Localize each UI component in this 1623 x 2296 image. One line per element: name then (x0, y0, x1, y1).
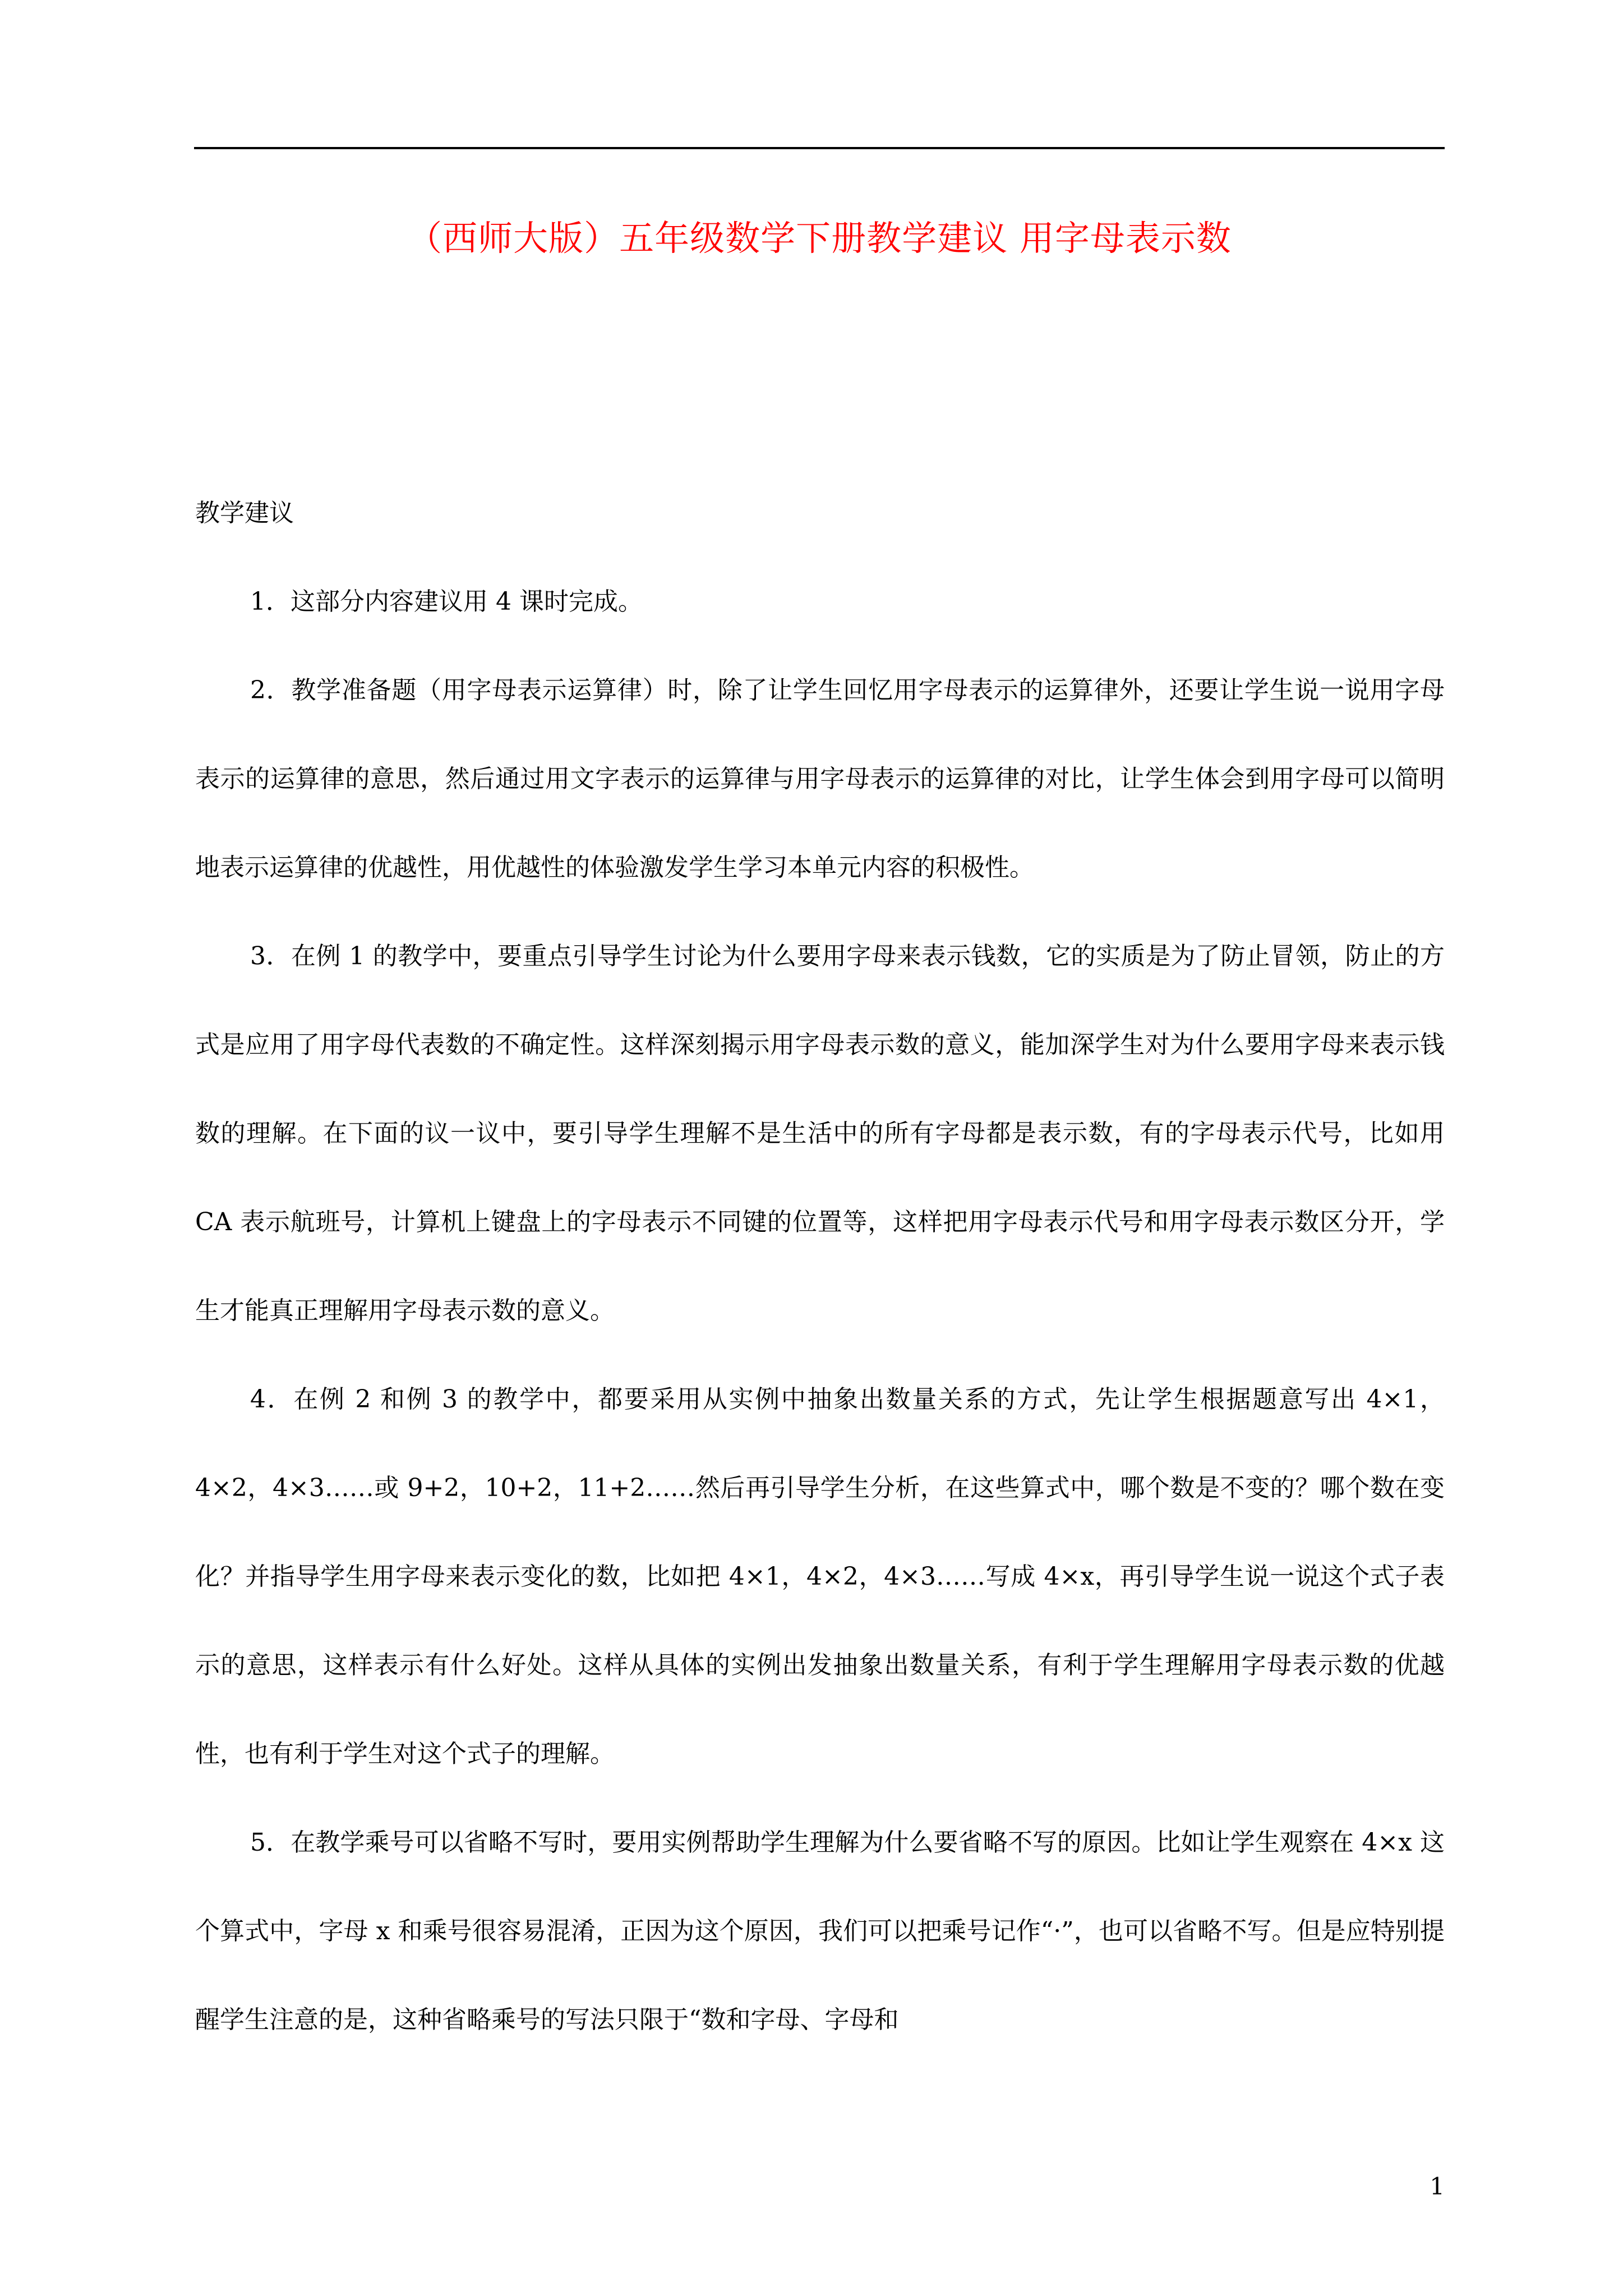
paragraph-5: 5．在教学乘号可以省略不写时，要用实例帮助学生理解为什么要省略不写的原因。比如让学生观察在 4×x 这个算式中，字母 x 和乘号很容易混淆，正因为这个原因，我们可以把乘号记作“·”，也可以省略不写。但是应特别提醒学生注意的是，这种省略乘号的写法只限于“数和字母、字母和 (195, 1828, 1445, 2034)
paragraph-4: 4．在例 2 和例 3 的教学中，都要采用从实例中抽象出数量关系的方式，先让学生根据题意写出 4×1，4×2，4×3……或 9+2，10+2，11+2……然后再引导学生分析，在这些算式中，哪个数是不变的？哪个数在变化？并指导学生用字母来表示变化的数，比如把 4×1，4×2，4×3……写成 4×x，再引导学生说一说这个式子表示的意思，这样表示有什么好处。这样从具体的实例出发抽象出数量关系，有利于学生理解用字母表示数的优越性，也有利于学生对这个式子的理解。 (195, 1385, 1445, 1768)
paragraph-2: 2．教学准备题（用字母表示运算律）时，除了让学生回忆用字母表示的运算律外，还要让学生说一说用字母表示的运算律的意思，然后通过用文字表示的运算律与用字母表示的运算律的对比，让学生体会到用字母可以简明地表示运算律的优越性，用优越性的体验激发学生学习本单元内容的积极性。 (195, 676, 1445, 882)
section-heading: 教学建议 (195, 499, 294, 527)
document-body (195, 469, 1445, 2064)
document-title: （西师大版）五年级数学下册教学建议 用字母表示数 (407, 218, 1232, 259)
header-rule (194, 147, 1445, 149)
page-number: 1 (1430, 2173, 1445, 2200)
paragraph-3: 3．在例 1 的教学中，要重点引导学生讨论为什么要用字母来表示钱数，它的实质是为了防止冒领，防止的方式是应用了用字母代表数的不确定性。这样深刻揭示用字母表示数的意义，能加深学生对为什么要用字母来表示钱数的理解。在下面的议一议中，要引导学生理解不是生活中的所有字母都是表示数，有的字母表示代号，比如用 CA 表示航班号，计算机上键盘上的字母表示不同键的位置等，这样把用字母表示代号和用字母表示数区分开，学生才能真正理解用字母表示数的意义。 (195, 942, 1445, 1325)
paragraph-1: 1．这部分内容建议用 4 课时完成。 (250, 587, 643, 616)
